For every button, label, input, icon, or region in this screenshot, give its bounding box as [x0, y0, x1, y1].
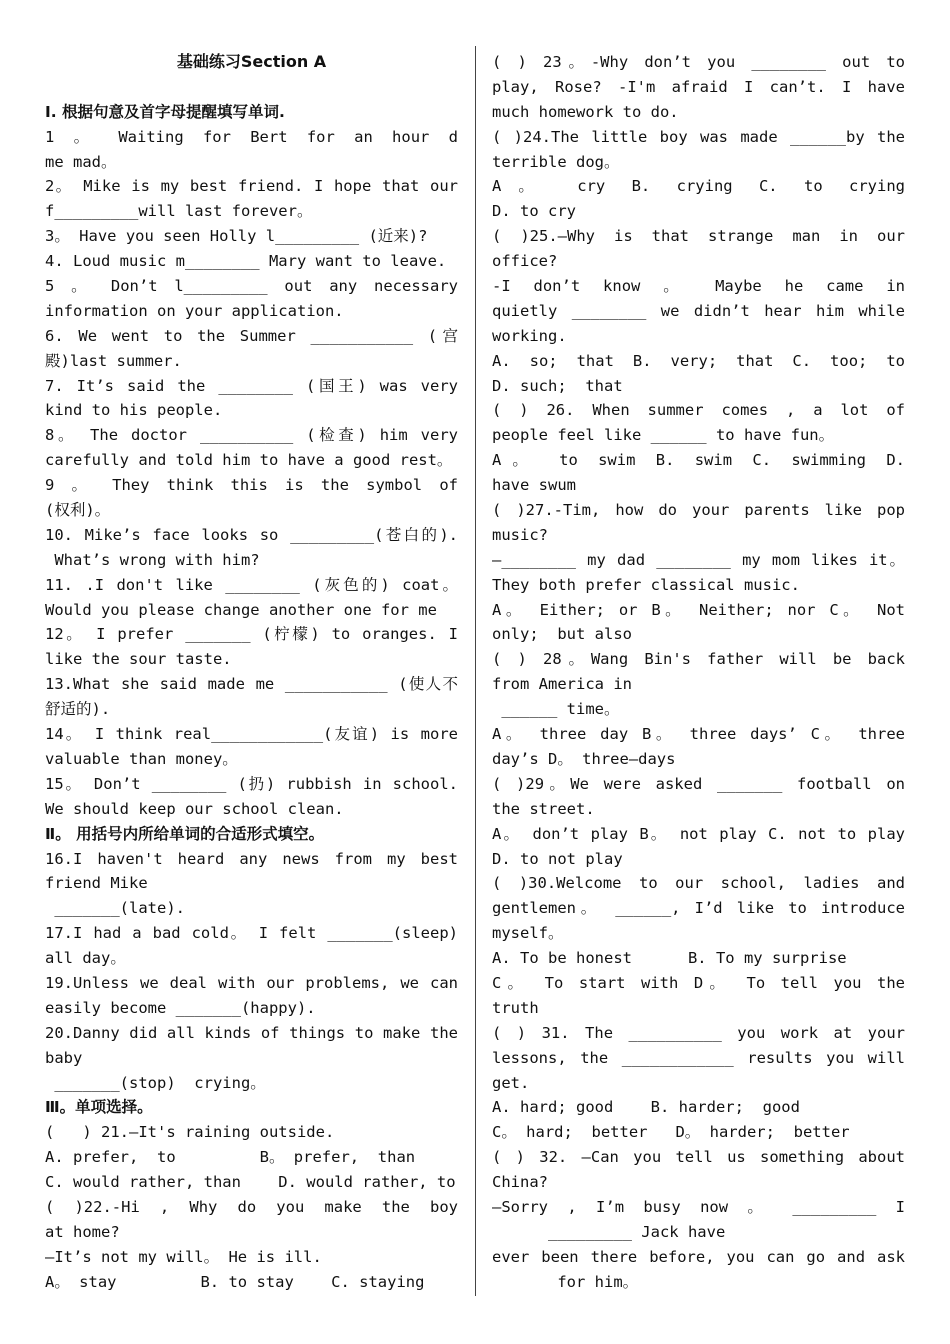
text-line: 20.Danny did all kinds of things to make the [45, 1023, 458, 1042]
text-line: kind to his people. [45, 401, 223, 420]
text-line: 13.What she said made me ___________ (使人不 [45, 675, 458, 694]
text-line: 7. It’s said the ________ (国王) was very [45, 376, 458, 395]
text-line: ( ) 32. —Can you tell us something about [492, 1148, 905, 1167]
text-line: much homework to do. [492, 102, 679, 121]
section-heading: Ⅲ。单项选择。 [45, 1098, 153, 1117]
text-line: (权利)。 [45, 501, 111, 520]
text-line: China? [492, 1173, 548, 1192]
text-line: play, Rose? -I'm afraid I can’t. I have [492, 77, 905, 96]
text-line: day’s D。 three—days [492, 749, 676, 768]
text-line: A. To be honest B. To my surprise [492, 949, 847, 968]
text-line: only; but also [492, 625, 632, 644]
text-line: 11. .I don't like ________ (灰色的) coat。 [45, 575, 458, 594]
text-line: 16.I haven't heard any news from my best [45, 849, 458, 868]
text-line: A. prefer, to B。 prefer, than [45, 1148, 416, 1167]
text-line: D. to cry [492, 202, 576, 221]
text-line: 8。 The doctor __________ (检查) him very [45, 426, 458, 445]
text-line: 3。 Have you seen Holly l_________ (近来)? [45, 227, 428, 246]
text-line: ( ) 26. When summer comes , a lot of [492, 401, 905, 420]
text-line: C。 hard; better D。 harder; better [492, 1123, 850, 1142]
text-line: A. hard; good B. harder; good [492, 1098, 800, 1117]
text-line: ( )27.-Tim, how do your parents like pop [492, 501, 905, 520]
text-line: A。 stay B. to stay C. staying [45, 1272, 425, 1291]
text-line: A. so; that B. very; that C. too; to [492, 351, 905, 370]
text-line: music? [492, 525, 548, 544]
text-line: terrible dog。 [492, 152, 620, 171]
text-line: -I don’t know 。 Maybe he came in [492, 277, 905, 296]
text-line [45, 75, 458, 100]
text-line: 14。 I think real____________(友谊) is more [45, 725, 458, 744]
text-line: 9 。 They think this is the symbol of [45, 476, 458, 495]
text-line: friend Mike [45, 874, 148, 893]
text-line: from America in [492, 675, 632, 694]
text-line: the street. [492, 799, 595, 818]
section-heading: Ⅰ. 根据句意及首字母提醒填写单词. [45, 102, 285, 121]
text-line: _______(stop) crying。 [45, 1073, 266, 1092]
text-line: working. [492, 326, 567, 345]
text-line: ( )22.-Hi , Why do you make the boy [45, 1197, 458, 1216]
text-line: get. [492, 1073, 530, 1092]
text-line: have swum [492, 476, 576, 495]
text-line: C. would rather, than D. would rather, to [45, 1173, 456, 1192]
text-line: 6. We went to the Summer ___________ (宫 [45, 326, 458, 345]
text-line: carefully and told him to have a good rest。 [45, 451, 453, 470]
text-line: all day。 [45, 949, 126, 968]
section-heading: 基础练习Section A [176, 52, 327, 71]
text-line: We should keep our school clean. [45, 799, 344, 818]
text-line: ( ) 21.—It's raining outside. [45, 1123, 335, 1142]
text-line: easily become _______(happy). [45, 998, 316, 1017]
text-line: C。 To start with D。 To tell you the [492, 973, 905, 992]
text-line: ______ time。 [492, 700, 620, 719]
text-line: people feel like ______ to have fun。 [492, 426, 835, 445]
text-line: valuable than money。 [45, 749, 238, 768]
text-line: ( ) 23。-Why don’t you ________ out to [492, 53, 905, 71]
text-line: 4. Loud music m________ Mary want to leave. [45, 252, 447, 271]
column-divider [475, 46, 476, 1296]
text-line: What’s wrong with him? [45, 550, 260, 569]
text-line: —________ my dad ________ my mom likes it。 [492, 550, 905, 569]
text-line: A。 don’t play B。 not play C. not to play [492, 824, 905, 843]
text-line: ( )25.—Why is that strange man in our [492, 227, 905, 246]
text-line: A。 cry B. crying C. to crying [492, 177, 905, 196]
left-column [45, 50, 458, 1295]
text-line: ( ) 28。Wang Bin's father will be back [492, 650, 905, 669]
text-line: —It’s not my will。 He is ill. [45, 1247, 322, 1266]
text-line: D. to not play [492, 849, 623, 868]
text-line: office? [492, 252, 558, 271]
right-column [492, 50, 905, 1295]
text-line: A。 three day B。 three days’ C。 three [492, 725, 905, 744]
text-line: 10. Mike’s face looks so _________(苍白的). [45, 525, 458, 544]
text-line: truth [492, 998, 539, 1017]
text-line: at home? [45, 1222, 120, 1241]
text-line: baby [45, 1048, 83, 1067]
text-line: ever been there before, you can go and ask [492, 1247, 905, 1266]
text-line: 舒适的). [45, 700, 111, 719]
text-line: _______(late). [45, 899, 185, 918]
text-line: quietly ________ we didn’t hear him while [492, 301, 905, 320]
text-line: me mad。 [45, 152, 117, 171]
text-line: ( )29。We were asked _______ football on [492, 774, 905, 793]
text-line: 17.I had a bad cold。 I felt _______(sleep) [45, 924, 458, 943]
text-line: information on your application. [45, 301, 344, 320]
text-line: 15。 Don’t ________ (扔) rubbish in school. [45, 774, 458, 793]
text-line: f_________will last forever。 [45, 202, 313, 221]
text-line: ( )30.Welcome to our school, ladies and [492, 874, 905, 893]
text-line: ( )24.The little boy was made ______by the [492, 127, 905, 146]
text-line: myself。 [492, 924, 564, 943]
text-line: for him。 [492, 1272, 639, 1291]
text-line: 19.Unless we deal with our problems, we can [45, 973, 458, 992]
text-line: Would you please change another one for me [45, 600, 437, 619]
text-line: 12。 I prefer _______ (柠檬) to oranges. I [45, 625, 458, 644]
text-line: _________ Jack have [492, 1222, 726, 1241]
text-line: D. such; that [492, 376, 623, 395]
text-line: like the sour taste. [45, 650, 232, 669]
text-line: They both prefer classical music. [492, 575, 800, 594]
text-line: 殿)last summer. [45, 351, 182, 370]
text-line: A。 to swim B. swim C. swimming D. [492, 451, 905, 470]
text-line: ( ) 31. The __________ you work at your [492, 1023, 905, 1042]
text-line: lessons, the ____________ results you will [492, 1048, 905, 1067]
text-line: 1 。 Waiting for Bert for an hour d [45, 127, 458, 146]
text-line: —Sorry , I’m busy now 。 _________ I [492, 1197, 905, 1216]
section-heading: Ⅱ。 用括号内所给单词的合适形式填空。 [45, 824, 325, 843]
text-line: 2。 Mike is my best friend. I hope that our [45, 177, 458, 196]
text-line: 5 。 Don’t l_________ out any necessary [45, 277, 458, 296]
text-line: gentlemen。 ______, I’d like to introduce [492, 899, 905, 918]
text-line: A。 Either; or B。 Neither; nor C。 Not [492, 600, 905, 619]
